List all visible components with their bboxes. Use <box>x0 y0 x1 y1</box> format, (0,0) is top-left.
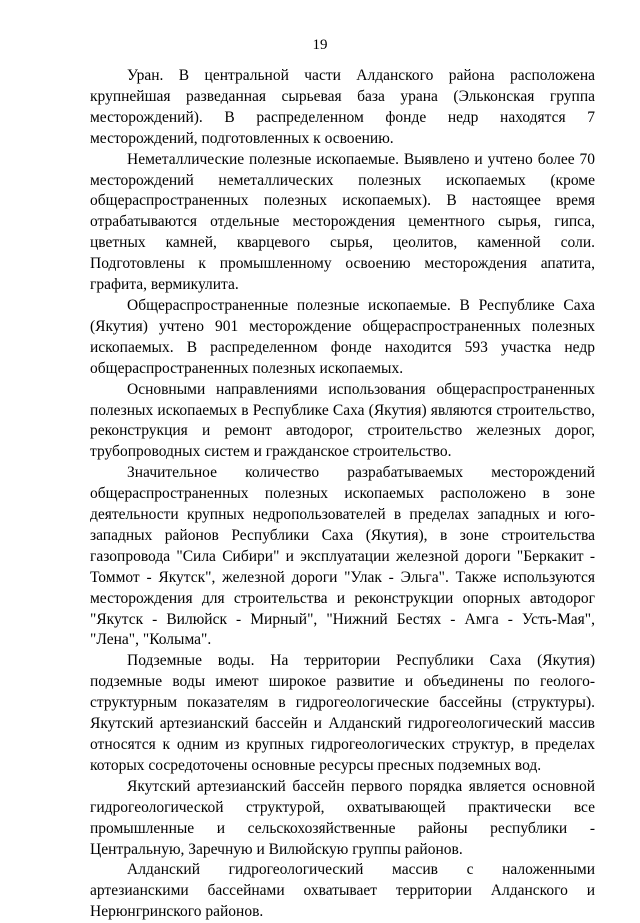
page-number: 19 <box>312 37 328 53</box>
paragraph-groundwater: Подземные воды. На территории Республики Саха (Якутия) подземные воды имеют широкое развитие и объединены по геолого-структурным показателям в гидрогеологические бассейны (структуры). Якутский артезианский бассейн и Алданский гидрогеологический массив относятся к одним из крупных гидрогеологических структур, в пределах которых сосредоточены основные ресурсы пресных подземных вод. <box>90 652 595 774</box>
paragraph-aldan-massif: Алданский гидрогеологический массив с наложенными артезианскими бассейнами охватывает территории Алданского и Нерюнгринского районов. <box>90 861 595 921</box>
paragraph-usage-directions: Основными направлениями использования общераспространенных полезных ископаемых в Республике Саха (Якутия) являются строительство, реконструкция и ремонт автодорог, строительство железных дорог, трубопроводных систем и гражданское строительство. <box>90 380 595 461</box>
paragraph-deposits-location: Значительное количество разрабатываемых месторождений общераспространенных полезных ископаемых расположено в зоне деятельности крупных недропользователей в пределах западных и юго-западных районов Республики Саха (Якутия), в зоне строительства газопровода "Сила Сибири" и эксплуатации железной дороги "Беркакит - Томмот - Якутск", железной дороги "Улак - Эльга". Также используются месторождения для строительства и реконструкции опорных автодорог "Якутск - Вилюйск - Мирный", "Нижний Бестях - Амга - Усть-Мая", "Лена", "Колыма". <box>90 464 595 649</box>
paragraph-nonmetallic-minerals: Неметаллические полезные ископаемые. Выявлено и учтено более 70 месторождений неметаллических полезных ископаемых (кроме общераспространенных полезных ископаемых). В настоящее время отрабатываются отдельные месторождения цементного сырья, гипса, цветных камней, кварцевого сырья, цеолитов, каменной соли. Подготовлены к промышленному освоению месторождения апатита, графита, вермикулита. <box>90 150 595 294</box>
document-body <box>90 66 595 923</box>
paragraph-uranium: Уран. В центральной части Алданского района расположена крупнейшая разведанная сырьевая база урана (Эльконская группа месторождений). В распределенном фонде недр находятся 7 месторождений, подготовленных к освоению. <box>90 67 595 147</box>
paragraph-common-minerals: Общераспространенные полезные ископаемые. В Республике Саха (Якутия) учтено 901 месторождение общераспространенных полезных ископаемых. В распределенном фонде находится 593 участка недр общераспространенных полезных ископаемых. <box>90 296 595 377</box>
paragraph-yakutsk-basin: Якутский артезианский бассейн первого порядка является основной гидрогеологической структурой, охватывающей практически все промышленные и сельскохозяйственные районы республики - Центральную, Заречную и Вилюйскую группы районов. <box>90 777 595 858</box>
